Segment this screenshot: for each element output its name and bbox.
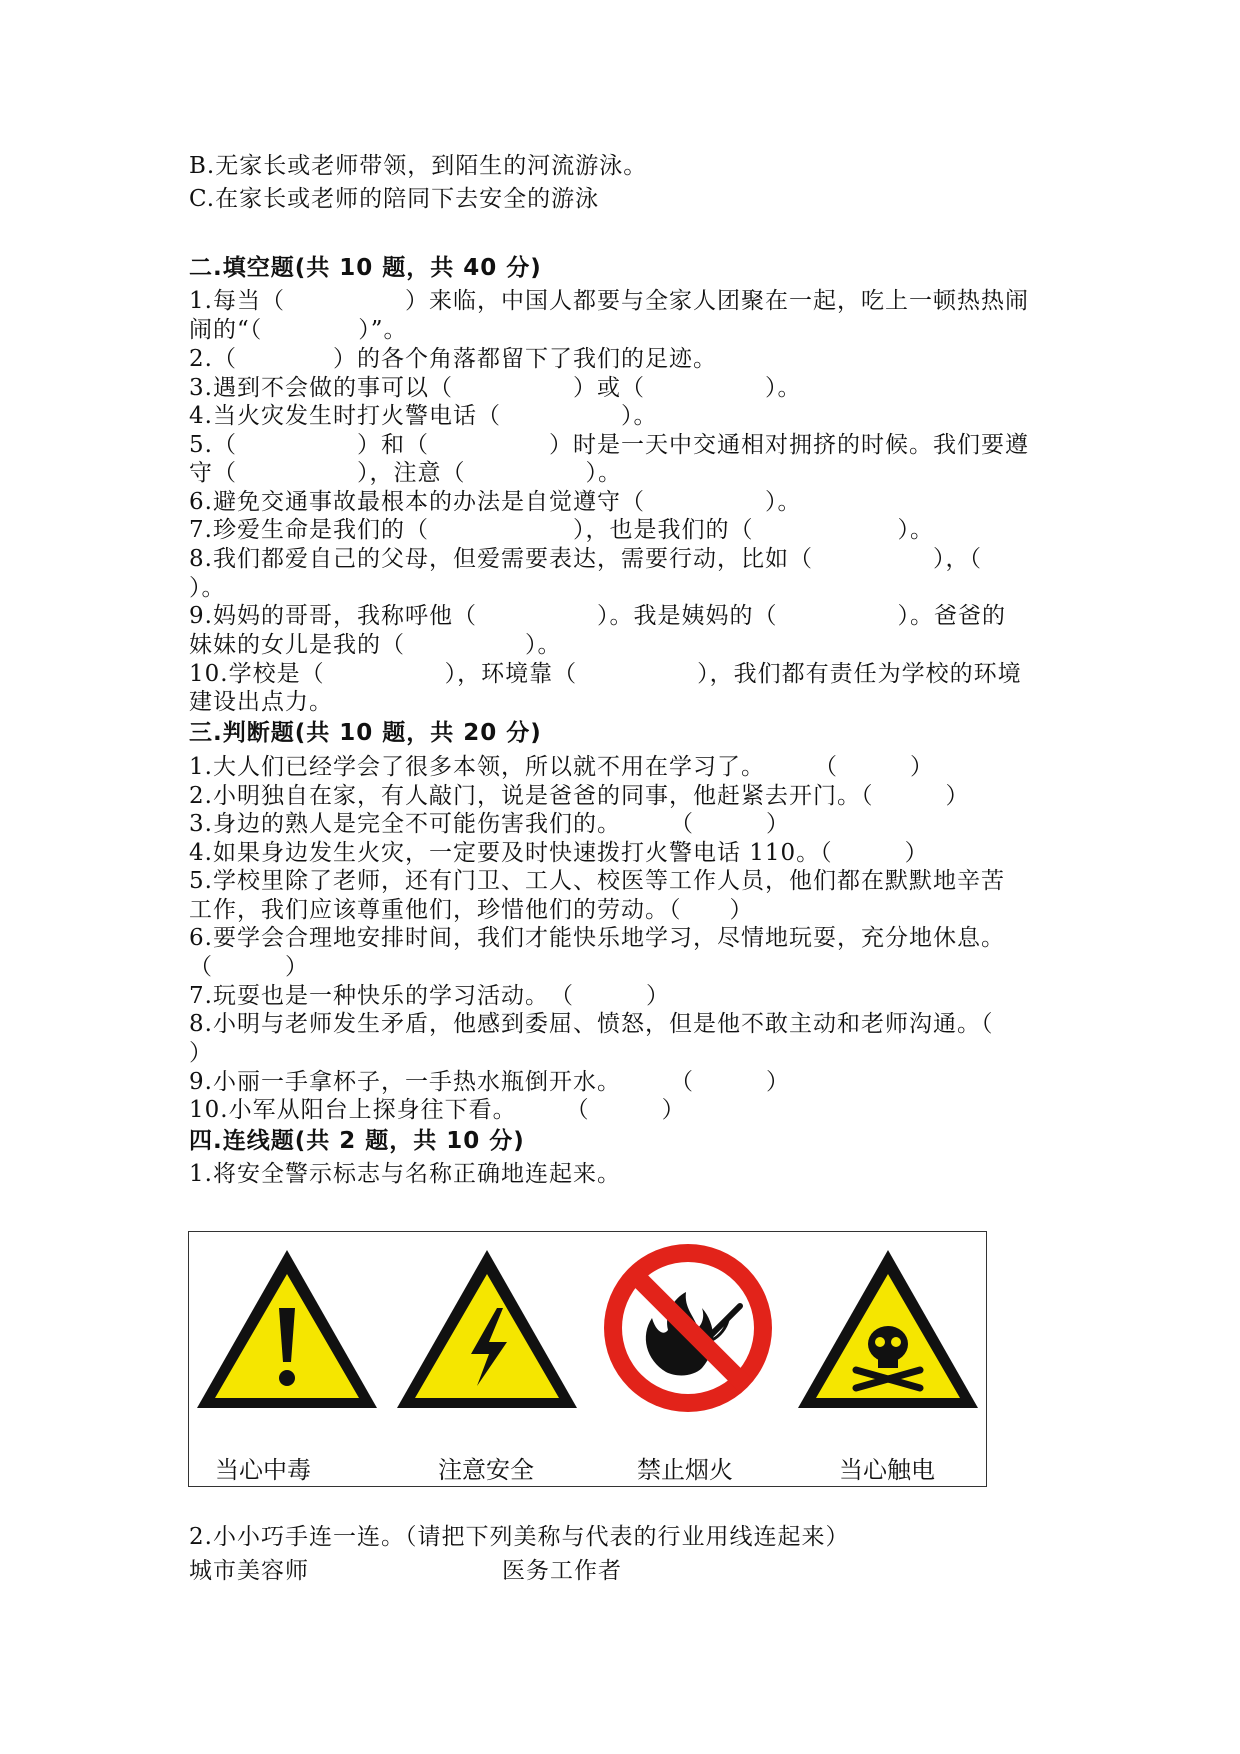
section4-heading: 四.连线题(共 2 题，共 10 分) <box>189 1128 525 1154</box>
judge-line: 2.小明独自在家，有人敲门，说是爸爸的同事，他赶紧去开门。（ ） <box>189 783 970 809</box>
section2-heading: 二.填空题(共 10 题，共 40 分) <box>189 255 542 281</box>
judge-line: 6.要学会合理地安排时间，我们才能快乐地学习，尽情地玩耍，充分地休息。 <box>189 925 1005 951</box>
judge-line: 工作，我们应该尊重他们，珍惜他们的劳动。（ ） <box>189 897 754 923</box>
judge-line: 7.玩耍也是一种快乐的学习活动。 （ ） <box>189 983 670 1009</box>
option-b: B.无家长或老师带领，到陌生的河流游泳。 <box>189 153 648 179</box>
judge-line: 3.身边的熟人是完全不可能伤害我们的。 （ ） <box>189 811 790 837</box>
connect-question-1: 1.将安全警示标志与名称正确地连起来。 <box>189 1161 621 1187</box>
fill-line: ）。 <box>189 575 226 601</box>
judge-line: ） <box>189 1040 213 1066</box>
fill-line: 4.当火灾发生时打火警电话（ ）。 <box>189 403 658 429</box>
caption-no-fire: 禁止烟火 <box>637 1456 733 1484</box>
judge-line: 5.学校里除了老师，还有门卫、工人、校医等工作人员，他们都在默默地辛苦 <box>189 868 1005 894</box>
fill-line: 守（ ），注意（ ）。 <box>189 460 622 486</box>
judge-line: 8.小明与老师发生矛盾，他感到委屈、愤怒，但是他不敢主动和老师沟通。（ <box>189 1011 994 1037</box>
fill-line: 建设出点力。 <box>189 689 333 715</box>
judge-line: 1.大人们已经学会了很多本领，所以就不用在学习了。 （ ） <box>189 754 934 780</box>
fill-line: 8.我们都爱自己的父母，但爱需要表达，需要行动，比如（ ），（ <box>189 546 982 572</box>
judge-line: （ ） <box>189 954 309 980</box>
option-c: C.在家长或老师的陪同下去安全的游泳 <box>189 186 600 212</box>
judge-line: 9.小丽一手拿杯子，一手热水瓶倒开水。 （ ） <box>189 1069 790 1095</box>
connect-question-2: 2.小小巧手连一连。（请把下列美称与代表的行业用线连起来） <box>189 1524 850 1550</box>
judge-line: 10.小军从阳台上探身往下看。 （ ） <box>189 1097 686 1123</box>
caption-safety: 注意安全 <box>438 1456 534 1484</box>
electric-shock-warning-icon <box>393 1238 581 1428</box>
fill-line: 2.（ ）的各个角落都留下了我们的足迹。 <box>189 346 717 372</box>
fill-line: 5.（ ）和（ ）时是一天中交通相对拥挤的时候。我们要遵 <box>189 432 1029 458</box>
pair-left-term: 城市美容师 <box>189 1558 309 1584</box>
no-fire-icon <box>594 1236 782 1426</box>
toxic-skull-warning-icon <box>794 1238 982 1428</box>
fill-line: 闹的“（ ）”。 <box>189 317 408 343</box>
caption-electric: 当心触电 <box>839 1456 935 1484</box>
fill-line: 6.避免交通事故最根本的办法是自觉遵守（ ）。 <box>189 489 802 515</box>
fill-line: 1.每当（ ）来临，中国人都要与全家人团聚在一起，吃上一顿热热闹 <box>189 288 1029 314</box>
fill-line: 7.珍爱生命是我们的（ ），也是我们的（ ）。 <box>189 517 934 543</box>
judge-line: 4.如果身边发生火灾，一定要及时快速拨打火警电话 110。（ ） <box>189 840 929 866</box>
warning-signs-panel <box>188 1231 987 1487</box>
section3-heading: 三.判断题(共 10 题，共 20 分) <box>189 720 542 746</box>
caption-poison: 当心中毒 <box>215 1456 311 1484</box>
fill-line: 妹妹的女儿是我的（ ）。 <box>189 632 562 658</box>
exclamation-warning-icon <box>193 1238 381 1428</box>
pair-right-term: 医务工作者 <box>502 1558 622 1584</box>
fill-line: 10.学校是（ ），环境靠（ ），我们都有责任为学校的环境 <box>189 661 1022 687</box>
fill-line: 3.遇到不会做的事可以（ ）或（ ）。 <box>189 375 802 401</box>
fill-line: 9.妈妈的哥哥，我称呼他（ ）。我是姨妈的（ ）。爸爸的 <box>189 603 1006 629</box>
